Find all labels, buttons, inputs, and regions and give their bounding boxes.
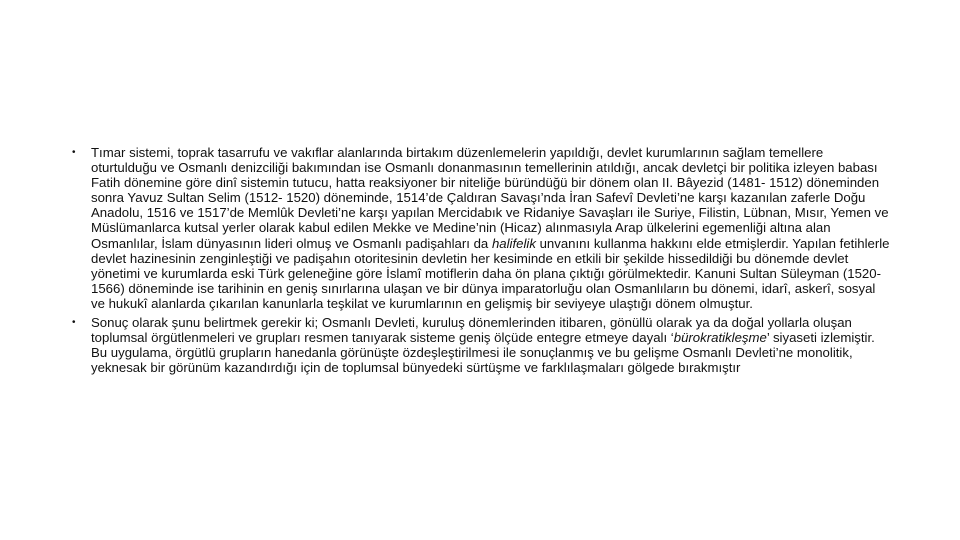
italic-term-halifelik: halifelik: [491, 235, 536, 251]
bullet-icon: •: [72, 317, 76, 329]
bullet-list: [70, 145, 890, 375]
paragraph-text-part-a: Tımar sistemi, toprak tasarrufu ve vakıflar alanlarında birtakım düzenlemelerin yapıldığı, devlet kurumlarının sağlam temellere oturtulduğu ve Osmanlı denizciliği bakımından ise Osmanlı donanmasının temellerinin atıldığı, ancak devletçi bir politika izleyen babası Fatih dönemine göre dinî sistemin tutucu, hatta reaksiyoner bir niteliğe büründüğü bir dönem olan II. Bâyezid (1481- 1512) döneminden sonra Yavuz Sultan Selim (1512- 1520) döneminde, 1514’de Çaldıran Savaşı’nda İran Safevî Devleti’ne karşı kazanılan zaferle Doğu Anadolu, 1516 ve 1517’de Memlûk Devleti’ne karşı yapılan Mercidabık ve Ridaniye Savaşları ile Suriye, Filistin, Lübnan, Mısır, Yemen ve Müslümanlarca kutsal yerler olarak kabul edilen Mekke ve Medine’nin (Hicaz) alınmasıyla Arap ülkelerini egemenliği altına alan Osmanlılar, İslam dünyasının lideri olmuş ve Osmanlı padişahları da: [91, 145, 889, 251]
paragraph-text-part-b: ’ siyaseti izlemiştir. Bu uygulama, örgütlü grupların hanedanla görünüşte özdeşleştirilmesi ile sonuçlanmış ve bu gelişme Osmanlı Devleti’ne monolitik, yeknesak bir görünüm kazandırdığı için de toplumsal bünyedeki sürtüşme ve farklılaşmaları gölgede bırakmıştır: [91, 330, 875, 376]
italic-term-burokratiklesme: bürokratikleşme: [673, 330, 767, 346]
paragraph-text-part-b: unvanını kullanma hakkını elde etmişlerdir. Yapılan fetihlerle devlet hazinesinin zenginleştiği ve padişahın otoritesinin devletin her kesiminde en etkili bir şekilde hissedildiği bu dönemde devlet yönetimi ve kurumlarda eski Türk geleneğine göre İslamî motiflerin daha ön plana çıktığı görülmektedir. Kanuni Sultan Süleyman (1520- 1566) döneminde ise tarihinin en geniş sınırlarına ulaşan ve bir dünya imparatorluğu olan Osmanlıların bu dönemi, idarî, askerî, sosyal ve hukukî alanlarda çıkarılan kanunlarla teşkilat ve kurumlarının en gelişmiş bir seviyeye ulaştığı dönem olmuştur.: [91, 235, 890, 311]
paragraph-conclusion: [70, 315, 890, 375]
bullet-icon: •: [72, 147, 76, 158]
slide-body: [70, 145, 890, 379]
paragraph-timar-system: [70, 145, 890, 311]
paragraph-text-part-a: Sonuç olarak şunu belirtmek gerekir ki; Osmanlı Devleti, kuruluş dönemlerinden itibaren, gönüllü olarak ya da doğal yollarla oluşan toplumsal örgütlenmeleri ve grupları resmen tanıyarak sisteme geniş ölçüde entegre etmeye dayalı ‘: [91, 315, 852, 346]
